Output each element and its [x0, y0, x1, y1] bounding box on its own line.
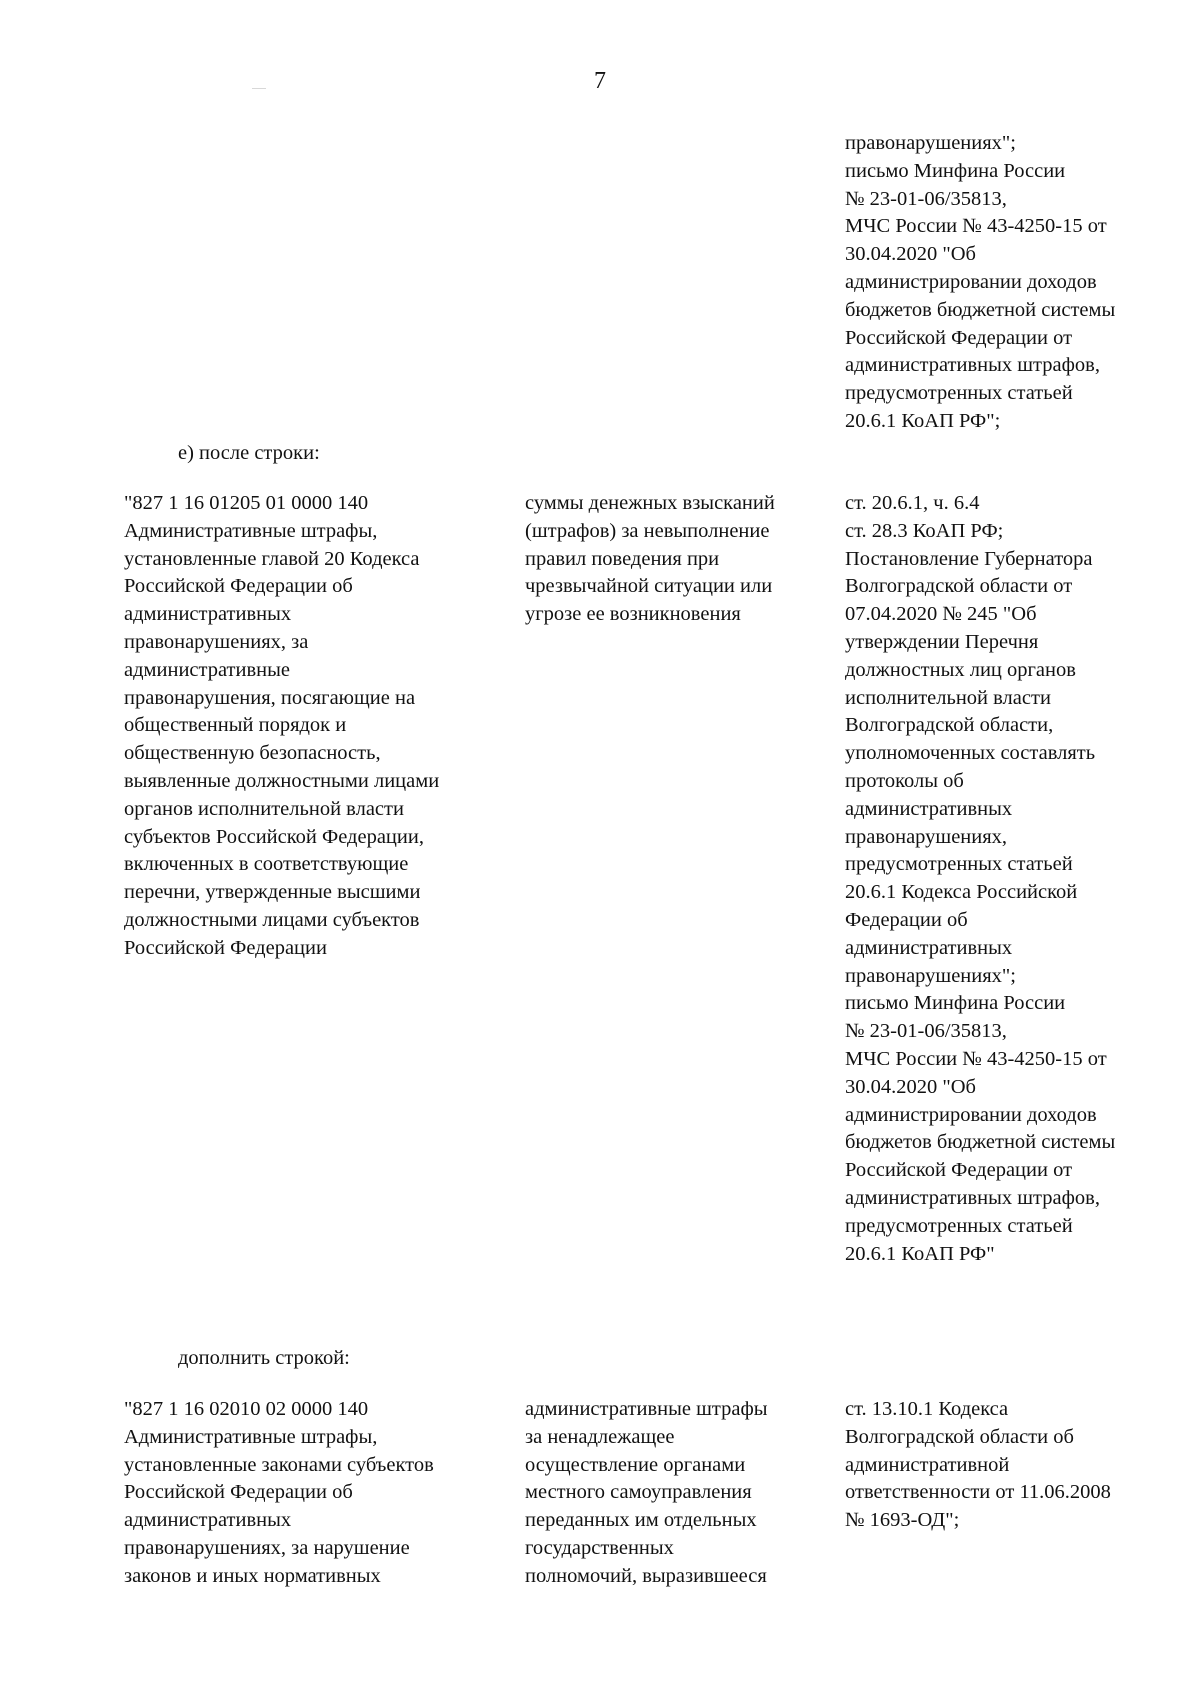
text-line: осуществление органами	[525, 1453, 746, 1476]
text-line: предусмотренных статьей	[845, 382, 1073, 405]
text-line: правонарушениях, за	[124, 630, 309, 653]
text-line: администрировании доходов	[845, 1103, 1097, 1126]
text-line: 20.6.1 КоАП РФ";	[845, 409, 1001, 432]
continuation-basis-text	[845, 130, 1190, 436]
text-line: "827 1 16 02010 02 0000 140	[124, 1398, 369, 1420]
text-line: администрировании доходов	[845, 270, 1097, 293]
text-line: угрозе ее возникновения	[525, 603, 741, 626]
text-line: административных	[124, 1509, 292, 1532]
text-line: 07.04.2020 № 245 "Об	[845, 603, 1037, 626]
text-line: ответственности от 11.06.2008	[845, 1481, 1111, 1504]
text-line: Российской Федерации об	[124, 1481, 353, 1504]
section-add-code-text	[124, 1396, 514, 1591]
text-line: предусмотренных статьей	[845, 1214, 1073, 1237]
text-line: письмо Минфина России	[845, 159, 1066, 182]
section-add-basis-text	[845, 1396, 1190, 1535]
text-line: № 23-01-06/35813,	[845, 1020, 1007, 1043]
text-line: выявленные должностными лицами	[124, 769, 440, 792]
text-line: субъектов Российской Федерации,	[124, 825, 424, 848]
text-line: должностных лиц органов	[845, 658, 1076, 681]
section-add-description-text	[525, 1396, 845, 1591]
text-line: (штрафов) за невыполнение	[525, 519, 770, 542]
text-line: административных штрафов,	[845, 1186, 1100, 1209]
text-line: суммы денежных взысканий	[525, 492, 775, 514]
text-line: законов и иных нормативных	[124, 1564, 381, 1587]
text-line: Российской Федерации от	[845, 1159, 1073, 1182]
text-line: административных	[845, 936, 1013, 959]
text-line: включенных в соответствующие	[124, 853, 409, 876]
text-line: № 23-01-06/35813,	[845, 187, 1007, 210]
section-e-code-text	[124, 490, 514, 963]
text-line: административных	[124, 603, 292, 626]
text-line: МЧС России № 43-4250-15 от	[845, 1047, 1107, 1070]
text-line: чрезвычайной ситуации или	[525, 575, 773, 598]
text-line: Административные штрафы,	[124, 519, 378, 542]
text-line: Административные штрафы,	[124, 1425, 378, 1448]
text-line: бюджетов бюджетной системы	[845, 298, 1116, 321]
text-line: № 1693-ОД";	[845, 1509, 960, 1532]
text-line: Волгоградской области об	[845, 1425, 1074, 1448]
text-line: правил поведения при	[525, 547, 720, 570]
text-line: Постановление Губернатора	[845, 547, 1093, 570]
scan-mark	[252, 88, 266, 89]
text-line: общественную безопасность,	[124, 742, 381, 765]
text-line: МЧС России № 43-4250-15 от	[845, 215, 1107, 238]
text-line: ст. 28.3 КоАП РФ;	[845, 519, 1004, 542]
text-line: Волгоградской области от	[845, 575, 1073, 598]
text-line: за ненадлежащее	[525, 1425, 675, 1448]
text-line: административных	[845, 797, 1013, 820]
text-line: 30.04.2020 "Об	[845, 1075, 976, 1098]
text-line: 30.04.2020 "Об	[845, 243, 976, 266]
text-line: административные штрафы	[525, 1398, 768, 1420]
text-line: должностными лицами субъектов	[124, 908, 420, 931]
text-line: бюджетов бюджетной системы	[845, 1131, 1116, 1154]
text-line: утверждении Перечня	[845, 630, 1039, 653]
text-line: органов исполнительной власти	[124, 797, 404, 820]
text-line: административных штрафов,	[845, 354, 1100, 377]
text-line: Российской Федерации от	[845, 326, 1073, 349]
text-line: ст. 13.10.1 Кодекса	[845, 1398, 1009, 1420]
text-line: общественный порядок и	[124, 714, 347, 737]
text-line: Волгоградской области,	[845, 714, 1054, 737]
text-line: установленные законами субъектов	[124, 1453, 434, 1476]
text-line: правонарушения, посягающие на	[124, 686, 416, 709]
section-add-heading: дополнить строкой:	[178, 1347, 350, 1369]
text-line: ст. 20.6.1, ч. 6.4	[845, 492, 980, 514]
text-line: правонарушениях, за нарушение	[124, 1536, 410, 1559]
text-line: правонарушениях";	[845, 964, 1016, 987]
text-line: установленные главой 20 Кодекса	[124, 547, 420, 570]
text-line: исполнительной власти	[845, 686, 1051, 709]
text-line: 20.6.1 КоАП РФ"	[845, 1242, 995, 1265]
text-line: письмо Минфина России	[845, 992, 1066, 1015]
text-line: переданных им отдельных	[525, 1509, 757, 1532]
text-line: Российской Федерации	[124, 936, 327, 959]
text-line: правонарушениях,	[845, 825, 1008, 848]
text-line: перечни, утвержденные высшими	[124, 881, 421, 904]
text-line: правонарушениях";	[845, 132, 1016, 154]
text-line: "827 1 16 01205 01 0000 140	[124, 492, 369, 514]
section-e-basis-text	[845, 490, 1190, 1268]
section-e-description-text	[525, 490, 845, 629]
text-line: государственных	[525, 1536, 674, 1559]
text-line: полномочий, выразившееся	[525, 1564, 767, 1587]
section-e-heading: е) после строки:	[178, 442, 320, 464]
text-line: административной	[845, 1453, 1010, 1476]
text-line: Российской Федерации об	[124, 575, 353, 598]
text-line: 20.6.1 Кодекса Российской	[845, 881, 1078, 904]
text-line: Федерации об	[845, 908, 968, 931]
text-line: административные	[124, 658, 290, 681]
text-line: предусмотренных статьей	[845, 853, 1073, 876]
text-line: протоколы об	[845, 769, 964, 792]
text-line: местного самоуправления	[525, 1481, 752, 1504]
page-number: 7	[594, 68, 606, 94]
text-line: уполномоченных составлять	[845, 742, 1096, 765]
